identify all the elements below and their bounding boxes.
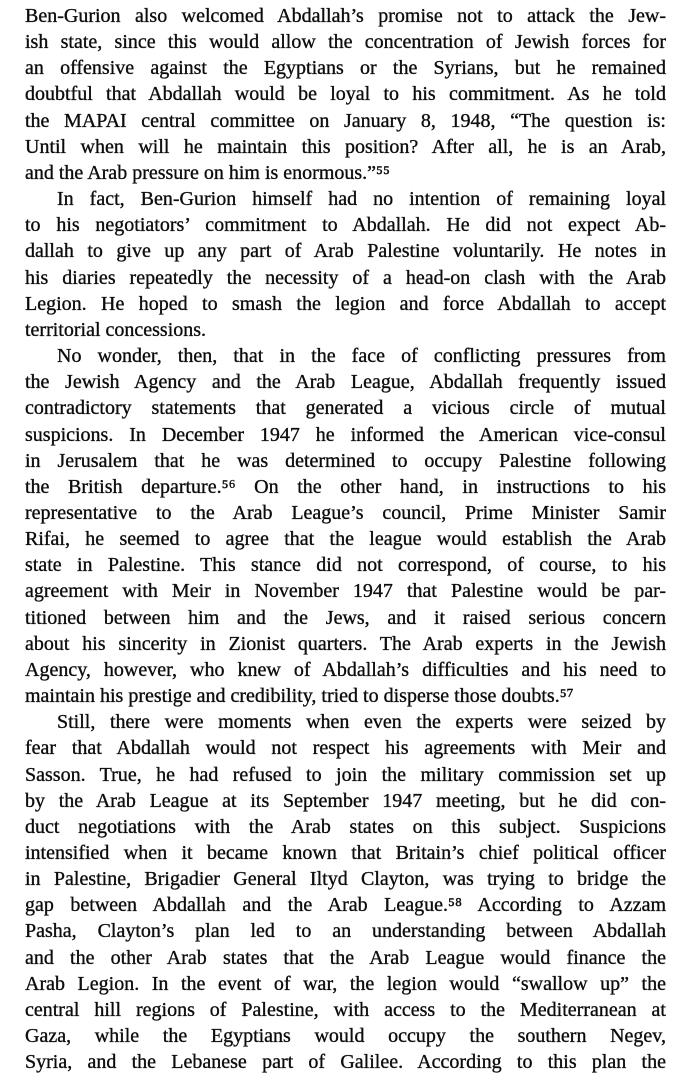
text-line: agreement with Meir in November 1947 that Palestine would be par-: [25, 580, 666, 603]
text-line: Still, there were moments when even the experts were seized by: [57, 711, 666, 734]
text-line: the Jewish Agency and the Arab League, Abdallah frequently issued: [25, 371, 666, 394]
text-line: Agency, however, who knew of Abdallah’s difficulties and his need to: [25, 658, 666, 681]
text-line: intensified when it became known that Britain’s chief political officer: [25, 842, 666, 864]
text-line: about his sincerity in Zionist quarters. The Arab experts in the Jewish: [25, 632, 666, 655]
text-line: In fact, Ben-Gurion himself had no intention of remaining loyal: [57, 188, 666, 211]
text-line: central hill regions of Palestine, with access to the Mediterranean at: [25, 998, 666, 1021]
page-text: [25, 3, 666, 1075]
text-line: the MAPAI central committee on January 8, 1948, “The question is:: [25, 109, 666, 132]
paragraph: [25, 343, 666, 709]
text-line: duct negotiations with the Arab states on this subject. Suspicions: [25, 815, 666, 838]
text-line: Until when will he maintain this position? After all, he is an Arab,: [25, 135, 666, 158]
text-line: an offensive against the Egyptians or the Syrians, but he remained: [25, 57, 666, 80]
text-line: suspicions. In December 1947 he informed the American vice-consul: [25, 423, 666, 446]
text-line: titioned between him and the Jews, and it raised serious concern: [25, 606, 666, 629]
text-line: territorial concessions.: [25, 318, 207, 341]
text-line: fear that Abdallah would not respect his agreements with Meir and: [25, 737, 666, 760]
text-line: contradictory statements that generated a vicious circle of mutual: [25, 397, 666, 420]
text-line: to his negotiators’ commitment to Abdallah. He did not expect Ab-: [25, 214, 666, 237]
paragraph: [25, 186, 666, 343]
text-line: dallah to give up any part of Arab Palestine voluntarily. He notes in: [25, 240, 666, 263]
text-line: Arab Legion. In the event of war, the legion would “swallow up” the: [25, 972, 666, 995]
text-line: Ben-Gurion also welcomed Abdallah’s promise not to attack the Jew-: [25, 5, 666, 27]
text-line: gap between Abdallah and the Arab League.⁵⁸ According to Azzam: [25, 894, 666, 917]
text-line: in Jerusalem that he was determined to occupy Palestine following: [25, 449, 666, 472]
text-line: ish state, since this would allow the concentration of Jewish forces for: [25, 31, 666, 54]
text-line: his diaries repeatedly the necessity of a head-on clash with the Arab: [25, 266, 666, 289]
paragraph: [25, 3, 666, 186]
text-line: Syria, and the Lebanese part of Galilee. According to this plan the: [25, 1051, 666, 1074]
text-line: No wonder, then, that in the face of conflicting pressures from: [57, 345, 666, 368]
text-line: and the other Arab states that the Arab League would finance the: [25, 946, 666, 969]
text-line: and the Arab pressure on him is enormous.”⁵⁵: [25, 161, 390, 184]
text-line: Gaza, while the Egyptians would occupy the southern Negev,: [25, 1025, 666, 1048]
text-line: Sasson. True, he had refused to join the military commission set up: [25, 763, 666, 786]
text-line: by the Arab League at its September 1947 meeting, but he did con-: [25, 789, 666, 812]
text-line: the British departure.⁵⁶ On the other hand, in instructions to his: [25, 475, 666, 498]
text-line: maintain his prestige and credibility, tried to disperse those doubts.⁵⁷: [25, 685, 574, 708]
text-line: doubtful that Abdallah would be loyal to his commitment. As he told: [25, 83, 666, 106]
text-line: state in Palestine. This stance did not correspond, of course, to his: [25, 554, 666, 577]
text-line: in Palestine, Brigadier General Iltyd Clayton, was trying to bridge the: [25, 868, 666, 891]
text-line: Rifai, he seemed to agree that the league would establish the Arab: [25, 528, 666, 551]
paragraph: [25, 709, 666, 1075]
text-line: representative to the Arab League’s council, Prime Minister Samir: [25, 501, 666, 524]
text-line: Legion. He hoped to smash the legion and force Abdallah to accept: [25, 292, 666, 315]
text-line: Pasha, Clayton’s plan led to an understanding between Abdallah: [25, 920, 666, 943]
